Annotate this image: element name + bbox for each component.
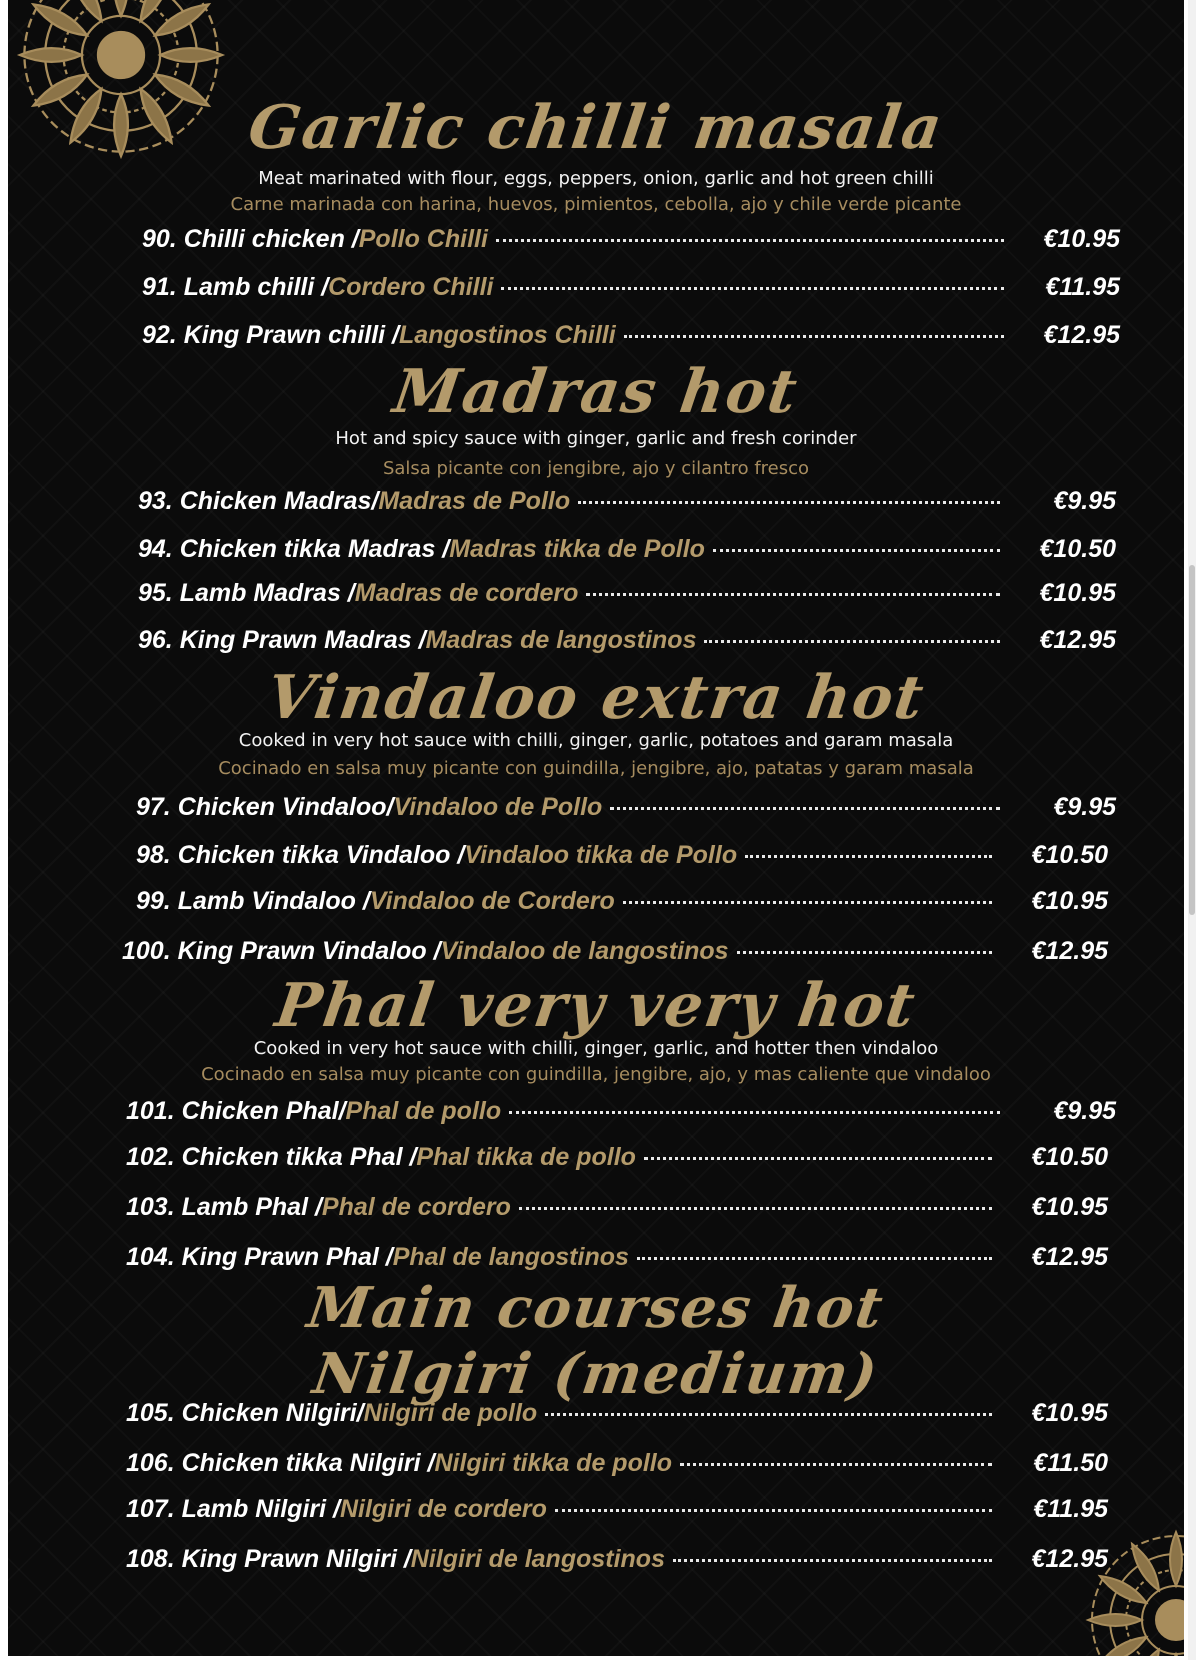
dot-leader bbox=[509, 1111, 1000, 1114]
item-name-es: Vindaloo de Pollo bbox=[393, 793, 603, 821]
dot-leader bbox=[673, 1559, 992, 1562]
section-title-nilgiri-medium: Nilgiri (medium) bbox=[309, 1341, 883, 1407]
item-name-en: 99. Lamb Vindaloo / bbox=[136, 887, 370, 915]
item-name-en: 107. Lamb Nilgiri / bbox=[126, 1495, 340, 1523]
item-name-en: 104. King Prawn Phal / bbox=[126, 1243, 393, 1271]
mandala-ornament-icon bbox=[1076, 1520, 1184, 1656]
item-price: €9.95 bbox=[1053, 1097, 1116, 1125]
section-title-vindaloo-extra-hot: Vindaloo extra hot bbox=[262, 663, 930, 733]
item-price: €10.95 bbox=[1039, 579, 1116, 607]
item-price: €10.95 bbox=[1031, 1193, 1108, 1221]
item-name-en: 103. Lamb Phal / bbox=[126, 1193, 322, 1221]
item-name-es: Madras de langostinos bbox=[425, 626, 697, 654]
dot-leader bbox=[623, 901, 992, 904]
dot-leader bbox=[624, 335, 1004, 338]
item-name-es: Langostinos Chilli bbox=[399, 321, 616, 349]
dot-leader bbox=[745, 855, 992, 858]
item-name-es: Nilgiri de pollo bbox=[363, 1399, 538, 1427]
item-name-es: Madras tikka de Pollo bbox=[449, 535, 705, 563]
item-price: €11.50 bbox=[1033, 1449, 1108, 1477]
item-price: €10.50 bbox=[1031, 1143, 1108, 1171]
section-title-main-courses-hot: Main courses hot bbox=[303, 1275, 889, 1341]
dot-leader bbox=[713, 549, 1000, 552]
item-name-es: Cordero Chilli bbox=[328, 273, 494, 301]
item-name-en: 97. Chicken Vindaloo/ bbox=[136, 793, 394, 821]
item-price: €11.95 bbox=[1033, 1495, 1108, 1523]
dot-leader bbox=[545, 1413, 992, 1416]
dot-leader bbox=[610, 807, 1000, 810]
section-title-madras-hot: Madras hot bbox=[389, 357, 803, 427]
menu-item bbox=[142, 222, 1120, 256]
item-name-es: Phal de langostinos bbox=[392, 1243, 629, 1271]
dot-leader bbox=[519, 1207, 992, 1210]
dot-leader bbox=[644, 1157, 992, 1160]
menu-page bbox=[8, 0, 1184, 1656]
section-description-es: Cocinado en salsa muy picante con guindilla, jengibre, ajo, patatas y garam masala bbox=[218, 758, 974, 779]
menu-item bbox=[126, 1190, 1108, 1224]
menu-item bbox=[126, 1240, 1108, 1274]
menu-item bbox=[136, 790, 1116, 824]
item-name-en: 90. Chilli chicken / bbox=[142, 225, 359, 253]
item-price: €12.95 bbox=[1031, 937, 1108, 965]
item-name-es: Nilgiri de langostinos bbox=[410, 1545, 665, 1573]
item-price: €12.95 bbox=[1039, 626, 1116, 654]
item-price: €10.95 bbox=[1031, 887, 1108, 915]
item-name-es: Phal de cordero bbox=[321, 1193, 511, 1221]
dot-leader bbox=[501, 287, 1004, 290]
menu-item bbox=[138, 623, 1116, 657]
item-name-es: Madras de Pollo bbox=[378, 487, 571, 515]
item-price: €12.95 bbox=[1031, 1243, 1108, 1271]
item-name-en: 91. Lamb chilli / bbox=[142, 273, 329, 301]
menu-item bbox=[142, 270, 1120, 304]
item-name-en: 108. King Prawn Nilgiri / bbox=[126, 1545, 411, 1573]
menu-item bbox=[142, 318, 1120, 352]
item-name-es: Pollo Chilli bbox=[358, 225, 488, 253]
dot-leader bbox=[737, 951, 992, 954]
item-name-en: 96. King Prawn Madras / bbox=[138, 626, 426, 654]
item-name-en: 94. Chicken tikka Madras / bbox=[138, 535, 450, 563]
item-name-en: 98. Chicken tikka Vindaloo / bbox=[136, 841, 465, 869]
item-price: €12.95 bbox=[1031, 1545, 1108, 1573]
dot-leader bbox=[586, 593, 1000, 596]
item-name-en: 92. King Prawn chilli / bbox=[142, 321, 400, 349]
item-price: €10.50 bbox=[1031, 841, 1108, 869]
section-description-en: Meat marinated with flour, eggs, peppers, onion, garlic and hot green chilli bbox=[258, 168, 934, 189]
dot-leader bbox=[704, 640, 1000, 643]
menu-item bbox=[138, 532, 1116, 566]
dot-leader bbox=[637, 1257, 992, 1260]
item-name-es: Nilgiri tikka de pollo bbox=[434, 1449, 673, 1477]
item-name-en: 106. Chicken tikka Nilgiri / bbox=[126, 1449, 435, 1477]
item-name-es: Vindaloo de Cordero bbox=[369, 887, 615, 915]
item-name-es: Nilgiri de cordero bbox=[339, 1495, 547, 1523]
menu-item bbox=[126, 1140, 1108, 1174]
menu-item bbox=[126, 1492, 1108, 1526]
menu-item bbox=[138, 484, 1116, 518]
section-description-es: Salsa picante con jengibre, ajo y cilantro fresco bbox=[382, 458, 810, 479]
menu-item bbox=[126, 1094, 1116, 1128]
dot-leader bbox=[496, 239, 1004, 242]
section-description-en: Hot and spicy sauce with ginger, garlic and fresh corinder bbox=[335, 428, 857, 449]
menu-item bbox=[138, 576, 1116, 610]
item-price: €10.95 bbox=[1043, 225, 1120, 253]
item-price: €12.95 bbox=[1043, 321, 1120, 349]
section-description-es: Carne marinada con harina, huevos, pimientos, cebolla, ajo y chile verde picante bbox=[230, 194, 962, 215]
item-name-en: 95. Lamb Madras / bbox=[138, 579, 355, 607]
item-name-en: 93. Chicken Madras/ bbox=[138, 487, 379, 515]
menu-item bbox=[136, 838, 1108, 872]
item-name-es: Vindaloo tikka de Pollo bbox=[464, 841, 738, 869]
section-title-garlic-chilli-masala: Garlic chilli masala bbox=[244, 93, 948, 163]
dot-leader bbox=[555, 1509, 992, 1512]
menu-item bbox=[122, 934, 1108, 968]
menu-item bbox=[136, 884, 1108, 918]
item-name-es: Phal tikka de pollo bbox=[416, 1143, 636, 1171]
item-name-en: 100. King Prawn Vindaloo / bbox=[122, 937, 441, 965]
item-price: €10.50 bbox=[1039, 535, 1116, 563]
item-name-en: 102. Chicken tikka Phal / bbox=[126, 1143, 417, 1171]
section-description-es: Cocinado en salsa muy picante con guindilla, jengibre, ajo, y mas caliente que vindaloo bbox=[201, 1064, 991, 1085]
menu-item bbox=[126, 1542, 1108, 1576]
section-description-en: Cooked in very hot sauce with chilli, ginger, garlic, and hotter then vindaloo bbox=[253, 1038, 939, 1059]
dot-leader bbox=[578, 501, 1000, 504]
scrollbar-thumb[interactable] bbox=[1189, 565, 1195, 915]
item-price: €11.95 bbox=[1045, 273, 1120, 301]
item-price: €9.95 bbox=[1053, 793, 1116, 821]
section-title-phal-very-very-hot: Phal very very hot bbox=[271, 971, 921, 1041]
dot-leader bbox=[680, 1463, 992, 1466]
item-name-en: 105. Chicken Nilgiri/ bbox=[126, 1399, 364, 1427]
item-name-es: Phal de pollo bbox=[345, 1097, 502, 1125]
menu-item bbox=[126, 1396, 1108, 1430]
item-name-es: Vindaloo de langostinos bbox=[440, 937, 729, 965]
item-price: €10.95 bbox=[1031, 1399, 1108, 1427]
section-description-en: Cooked in very hot sauce with chilli, ginger, garlic, potatoes and garam masala bbox=[238, 730, 954, 751]
item-name-en: 101. Chicken Phal/ bbox=[126, 1097, 346, 1125]
item-name-es: Madras de cordero bbox=[354, 579, 579, 607]
menu-item bbox=[126, 1446, 1108, 1480]
item-price: €9.95 bbox=[1053, 487, 1116, 515]
